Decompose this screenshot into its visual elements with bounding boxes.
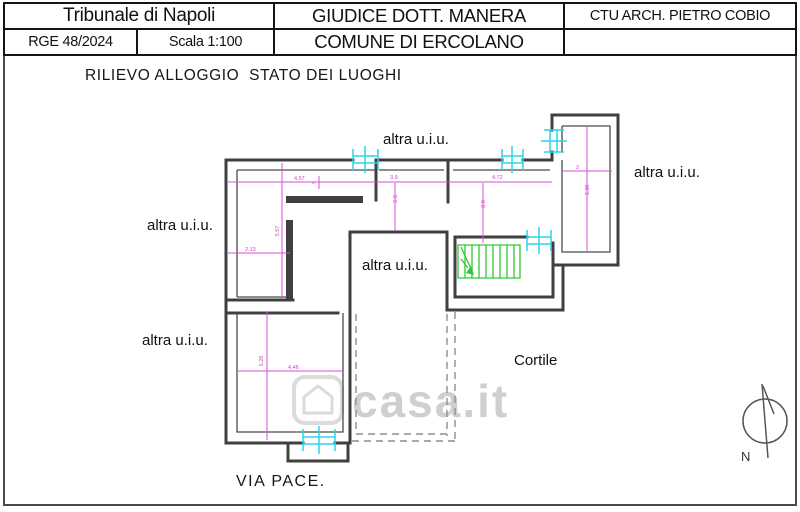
compass-icon — [743, 384, 787, 458]
municipality: COMUNE DI ERCOLANO — [275, 30, 565, 54]
window-icon-right-room — [541, 130, 567, 152]
staircase-symbol — [458, 245, 520, 278]
judge-name: GIUDICE DOTT. MANERA — [275, 4, 565, 28]
dim-bottom-depth: 5.26 — [259, 355, 265, 367]
watermark-house-icon — [294, 377, 342, 423]
window-icon-top-1 — [353, 146, 378, 173]
dim-unit: m — [312, 180, 316, 185]
dim-left-depth: 5.57 — [275, 225, 281, 237]
label-adjacent-unit-bottom-left: altra u.i.u. — [142, 332, 208, 349]
drawing-title: RILIEVO ALLOGGIO STATO DEI LUOGHI — [85, 67, 402, 84]
watermark — [294, 375, 509, 427]
dim-third-depth: 2.8 — [481, 200, 487, 208]
entry-door-icon — [303, 426, 335, 454]
case-number: RGE 48/2024 — [5, 30, 138, 54]
dim-left-width: 2.13 — [245, 247, 256, 253]
north-label: N — [741, 449, 751, 464]
header-row-2 — [5, 30, 795, 54]
window-icon-top-2 — [502, 146, 523, 173]
label-adjacent-unit-center: altra u.i.u. — [362, 257, 428, 274]
expert-name: CTU ARCH. PIETRO COBIO — [589, 8, 771, 24]
label-courtyard: Cortile — [514, 352, 558, 369]
north-compass — [741, 384, 787, 464]
dim-right-width: 2 — [576, 165, 580, 171]
label-adjacent-unit-left: altra u.i.u. — [147, 217, 213, 234]
dim-right-depth: 3.38 — [585, 184, 591, 196]
drawing-scale: Scala 1:100 — [138, 30, 275, 54]
label-adjacent-unit-right: altra u.i.u. — [634, 164, 700, 181]
label-adjacent-unit-top: altra u.i.u. — [383, 131, 449, 148]
court-name: Tribunale di Napoli — [5, 4, 275, 28]
header-row-1 — [5, 4, 795, 30]
dim-third-width: 4.72 — [492, 175, 503, 181]
dim-middle-depth: 2.3 — [393, 195, 399, 203]
empty-header-cell — [565, 30, 795, 54]
header-table — [3, 2, 797, 56]
dim-bottom-width: 4.46 — [288, 365, 299, 371]
window-icon-stair-room — [527, 227, 551, 254]
label-street: VIA PACE. — [236, 473, 326, 490]
dim-top-left-width: 4.57 — [294, 176, 305, 182]
watermark-text: casa.it — [352, 375, 510, 427]
dim-middle-width: 3.9 — [390, 175, 398, 181]
